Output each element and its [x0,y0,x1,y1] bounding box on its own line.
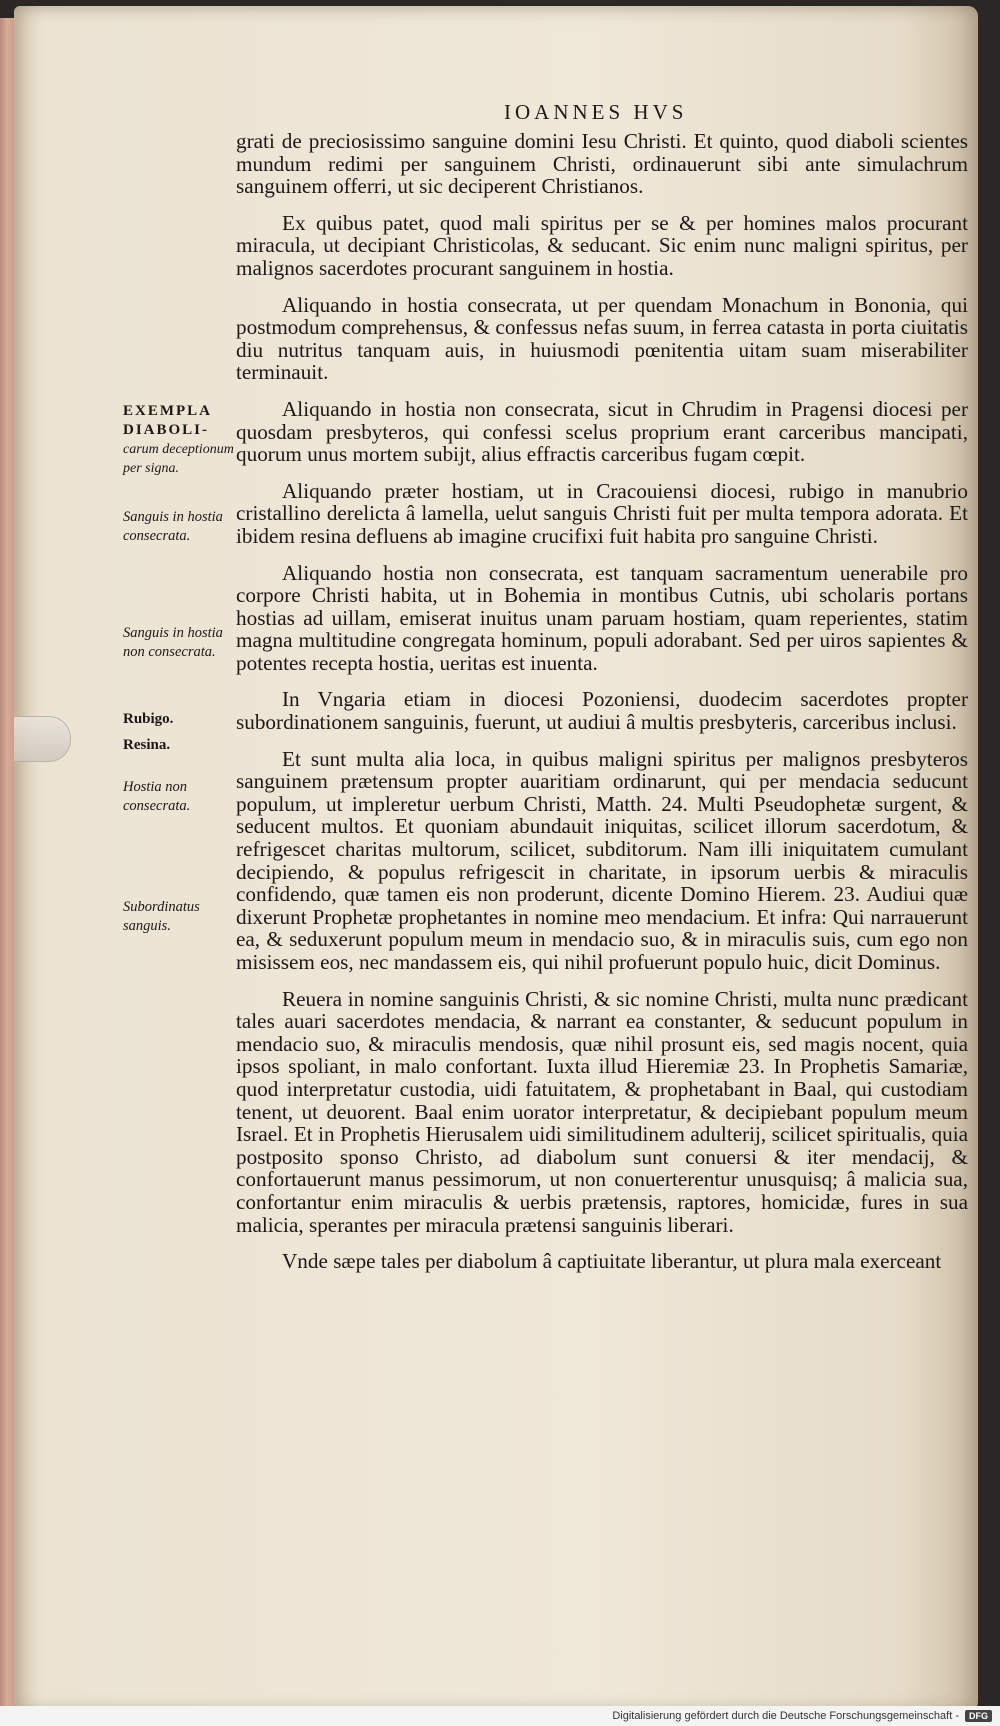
paragraph: Vnde sæpe tales per diabolum â captiuitate liberantur, ut plura mala exerceant [282,1249,942,1274]
paragraph: Aliquando præter hostiam, ut in Cracouiensi diocesi, rubigo in manubrio cristallino derelicta â lamella, uelut sanguis Christi fuit per multa tempora adorata. Et ibidem resina defluens ab imagine crucifixi fuit habita pro sanguine Christi. [236,478,968,548]
margin-note-exempla [123,402,235,478]
footer-credit: Digitalisierung gefördert durch die Deutsche Forschungsgemeinschaft - [612,1710,959,1722]
paragraph: Aliquando hostia non consecrata, est tanquam sacramentum uenerabile pro corpore Christi habita, ut in Bohemia in montibus Cutnis, ubi scholaris portans hostias ad uillam, emiserat inuitus unam paruam hostiam, quam reperientes, statim magna multitudine congregata hominum, populi adorabant. Sed per uiros sapientes & potentes recepta hostia, ueritas est inuenta. [236,560,968,675]
bookmark-tab [14,716,71,762]
paragraph: Reuera in nomine sanguinis Christi, & sic nomine Christi, multa nunc prædicant tales auari sacerdotes mendacia, & narrant ea constanter, & seducunt populum in mendacio suo, & miraculis mendosis, quæ nihil prosunt eis, sed magis nocent, quia ipsos spoliant, in malo confortant. Iuxta illud Hieremiæ 23. In Prophetis Samariæ, quod interpretatur custodia, uidi fatuitatem, & prophetabant in Baal, qui custodiam tenent, ut deuorent. Baal enim uorator interpretatur, & decipiebant populum meum Israel. Et in Prophetis Hierusalem uidi similitudinem adulterij, scilicet spiritualis, quia postposito sponso Christo, ad diabolum sunt conuersi & iter mendacij, & confortauerunt manus pessimorum, ut non conuerterentur unusquisq; â malicia sua, confortantur enim miraculis & uerbis prætensis, raptores, homicidæ, fures in sua malicia, sperantes per miracula prætensi sanguinis liberari. [236,986,968,1237]
margin-note: Rubigo. [123,711,174,727]
margin-note: Subordinatus sanguis. [123,899,200,934]
margin-note: Hostia non consecrata. [123,779,191,814]
paragraph: Aliquando in hostia consecrata, ut per quendam Monachum in Bononia, qui postmodum comprehensus, & confessus nefas suum, in ferrea catasta in porta ciuitatis diu nutritus tanquam auis, in huiusmodi pœnitentia uitam suam miserabiliter terminauit. [236,292,968,385]
paragraph: grati de preciosissimo sanguine domini Iesu Christi. Et quinto, quod diaboli scientes mundum redimi per sanguinem Christi, ordinauerunt sibi ante simulachrum sanguinem offerri, ut sic deciperent Christianos. [236,129,968,199]
paragraph: Ex quibus patet, quod mali spiritus per se & per homines malos procurant miracula, ut decipiant Christicolas, & seducant. Sic enim nunc maligni spiritus, per malignos sacerdotes procurant sanguinem in hostia. [236,210,968,280]
margin-note-title: EXEMPLA DIABOLI- [123,403,212,438]
running-head: IOANNES HVS [504,100,688,124]
paragraph: Et sunt multa alia loca, in quibus maligni spiritus per malignos presbyteros sanguinem prætensum propter auaritiam ordinarunt, qui per mendacia seducunt populum, ut impleretur uerbum Christi, Matth. 24. Multi Pseudophetæ surgent, & seducent multos. Et quoniam abundauit iniquitas, scilicet illorum sacerdotum, & refrigescet charitas multorum, scilicet, subditorum. Nam illi iniquitatem cumulant decipiendo, & populus refrigescit in charitate, in ipsorum uerbis & miraculis confidendo, quæ tamen eis non proderunt, dicente Domino Hierem. 23. Audiui quæ dixerunt Prophetæ prophetantes in nomine meo mendacium. Et infra: Qui narrauerunt ea, & seduxerunt populum meum in mendacio suo, & in miraculis suis, cum ego non misissem eos, nec mandassem eis, qui nihil profuerunt populo huic, dicit Dominus. [236,746,968,974]
margin-note: Resina. [123,737,171,753]
body-text [236,130,968,1287]
dfg-logo-icon: DFG [965,1710,992,1722]
margin-note-subtitle: carum deceptionum per signa. [123,442,234,476]
margin-note: Sanguis in hostia non consecrata. [123,625,223,660]
footer-credit-bar [0,1706,1000,1726]
paragraph: In Vngaria etiam in diocesi Pozoniensi, duodecim sacerdotes propter subordinationem sanguinis, fuerunt, ut audiui â multis presbyteris, carceribus inclusi. [236,687,968,735]
margin-note: Sanguis in hostia consecrata. [123,509,223,544]
paragraph: Aliquando in hostia non consecrata, sicut in Chrudim in Pragensi diocesi per quosdam presbyteros, qui confessi scelus proprium erant carceribus mancipati, quorum unus mortem subijt, alius effractis carceribus fugam cœpit. [236,396,968,467]
